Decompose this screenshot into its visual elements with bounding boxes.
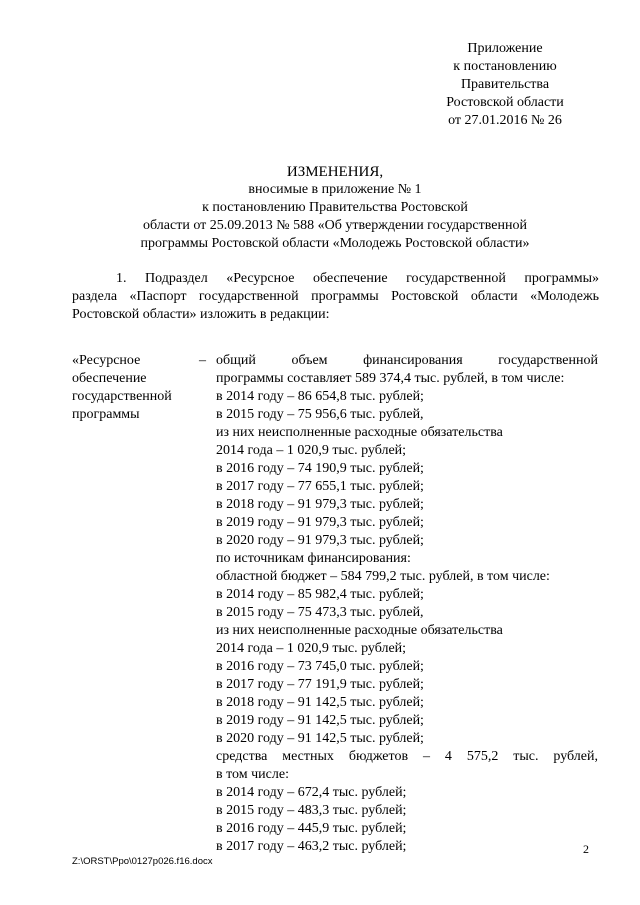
heading-line: вносимые в приложение № 1	[248, 182, 422, 197]
resource-line: в 2015 году – 75 956,6 тыс. рублей,	[216, 407, 424, 422]
resource-line: из них неисполненные расходные обязательства	[216, 425, 503, 440]
resource-line: в 2014 году – 672,4 тыс. рублей;	[216, 785, 407, 800]
appendix-block	[420, 40, 590, 130]
resource-line: 2014 года – 1 020,9 тыс. рублей;	[216, 443, 407, 458]
heading-line: программы Ростовской области «Молодежь Ростовской области»	[140, 236, 530, 251]
resource-line: в 2017 году – 77 191,9 тыс. рублей;	[216, 677, 424, 692]
section-label-line: программы	[72, 407, 140, 422]
resource-line: в 2020 году – 91 979,3 тыс. рублей;	[216, 533, 424, 548]
resource-line: в 2016 году – 73 745,0 тыс. рублей;	[216, 659, 424, 674]
resource-line: в 2016 году – 445,9 тыс. рублей;	[216, 821, 407, 836]
resource-line: в том числе:	[216, 767, 289, 782]
section-label-line: обеспечение	[72, 371, 147, 386]
resource-line: программы составляет 589 374,4 тыс. рублей, в том числе:	[216, 371, 565, 386]
section-label	[72, 352, 192, 424]
page-number: 2	[583, 842, 589, 856]
resource-line: в 2019 году – 91 142,5 тыс. рублей;	[216, 713, 424, 728]
resource-line: из них неисполненные расходные обязательства	[216, 623, 503, 638]
label-dash: –	[199, 353, 206, 368]
resource-line: общий объем финансирования государственной	[216, 353, 598, 368]
resource-line: 2014 года – 1 020,9 тыс. рублей;	[216, 641, 407, 656]
heading-line: к постановлению Правительства Ростовской	[202, 200, 468, 215]
section-label-line: государственной	[72, 389, 172, 404]
intro-line: Ростовской области» изложить в редакции:	[72, 307, 330, 322]
appendix-line: Ростовской области	[446, 95, 564, 110]
resource-line: областной бюджет – 584 799,2 тыс. рублей, в том числе:	[216, 569, 550, 584]
resource-line: в 2019 году – 91 979,3 тыс. рублей;	[216, 515, 424, 530]
resource-line: в 2014 году – 86 654,8 тыс. рублей;	[216, 389, 424, 404]
resource-line: в 2018 году – 91 142,5 тыс. рублей;	[216, 695, 424, 710]
resource-line: в 2017 году – 463,2 тыс. рублей;	[216, 839, 407, 854]
resource-line: в 2018 году – 91 979,3 тыс. рублей;	[216, 497, 424, 512]
resource-line: в 2014 году – 85 982,4 тыс. рублей;	[216, 587, 424, 602]
document-heading	[100, 163, 570, 253]
intro-line: раздела «Паспорт государственной программы Ростовской области «Молодежь	[72, 289, 599, 304]
resource-line: средства местных бюджетов – 4 575,2 тыс. рублей,	[216, 749, 598, 764]
appendix-line: Правительства	[460, 77, 550, 92]
appendix-line: от 27.01.2016 № 26	[448, 113, 562, 128]
intro-line: 1. Подраздел «Ресурсное обеспечение государственной программы»	[116, 271, 599, 286]
appendix-line: Приложение	[467, 41, 543, 56]
heading-title: ИЗМЕНЕНИЯ,	[286, 164, 384, 180]
resource-line: в 2015 году – 75 473,3 тыс. рублей,	[216, 605, 424, 620]
resource-line: в 2020 году – 91 142,5 тыс. рублей;	[216, 731, 424, 746]
resource-line: в 2017 году – 77 655,1 тыс. рублей;	[216, 479, 424, 494]
section-label-line: «Ресурсное	[72, 353, 141, 368]
resource-line: по источникам финансирования:	[216, 551, 411, 566]
appendix-line: к постановлению	[453, 59, 557, 74]
intro-paragraph	[72, 270, 599, 324]
heading-line: области от 25.09.2013 № 588 «Об утверждении государственной	[143, 218, 527, 233]
resource-line: в 2016 году – 74 190,9 тыс. рублей;	[216, 461, 424, 476]
file-path: Z:\ORST\Ppo\0127p026.f16.docx	[72, 856, 213, 867]
resource-list	[216, 352, 598, 856]
resource-line: в 2015 году – 483,3 тыс. рублей;	[216, 803, 407, 818]
